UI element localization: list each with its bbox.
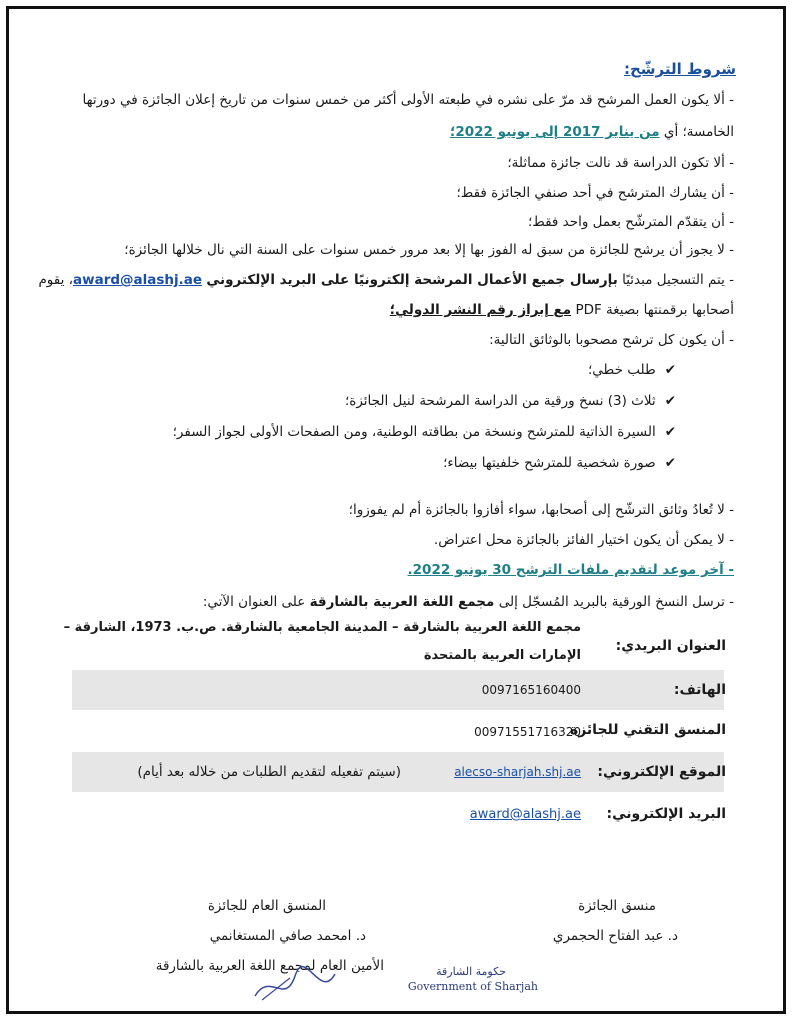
check-icon: ✔: [664, 455, 676, 471]
rule-1-line-1: - ألا يكون العمل المرشح قد مرّ على نشره في طبعته الأولى أكثر من خمس سنوات من تاريخ إعلان الجائزة في دورتها: [82, 92, 734, 108]
rule-6-line2-prefix: أصحابها برقمنتها بصيغة PDF: [575, 302, 734, 318]
address-line-1: مجمع اللغة العربية بالشارقة – المدينة الجامعية بالشارقة. ص.ب. 1973، الشارقة –: [63, 620, 581, 635]
rule-5: - لا يجوز أن يرشح للجائزة من سبق له الفوز بها إلا بعد مرور خمس سنوات على السنة التي نال خلالها الجائزة؛: [124, 242, 734, 258]
seal-english: Government of Sharjah: [407, 980, 538, 993]
rule-6-isbn-note: مع إبراز رقم النشر الدولي؛: [389, 302, 572, 318]
rule-6-line-1: [38, 270, 734, 290]
phone-label: الهاتف:: [673, 682, 726, 698]
deadline: - آخر موعد لتقديم ملفات الترشح 30 يونيو 2022.: [407, 562, 734, 578]
check-icon: ✔: [664, 424, 676, 440]
doc-item-3: [173, 422, 676, 442]
address-line-2: الإمارات العربية بالمتحدة: [423, 648, 581, 663]
rule-1-period: من يناير 2017 إلى يونيو 2022؛: [449, 124, 660, 140]
rule-10-academy: مجمع اللغة العربية بالشارقة: [309, 594, 495, 610]
website-note: (سيتم تفعيله لتقديم الطلبات من خلاله بعد أيام): [137, 764, 401, 780]
doc-item-4: [443, 453, 676, 473]
seal-arabic: حكومة الشارقة: [436, 965, 506, 978]
conditions-title: شروط الترشّح:: [624, 60, 736, 78]
rule-10: [203, 592, 734, 612]
website-label: الموقع الإلكتروني:: [597, 764, 726, 780]
general-coordinator-title: المنسق العام للجائزة: [207, 898, 326, 914]
phone-row-bg: [72, 670, 724, 710]
coordinator-value: 00971551716320: [474, 725, 581, 739]
website-link[interactable]: alecso-sharjah.shj.ae: [454, 765, 581, 779]
check-icon: ✔: [664, 362, 676, 378]
rule-6-suffix: ، يقوم: [38, 272, 74, 288]
rule-10-prefix: - ترسل النسخ الورقية بالبريد المُسجّل إلى: [498, 594, 734, 610]
rule-4: - أن يتقدّم المترشّح بعمل واحد فقط؛: [528, 214, 734, 230]
rule-3: - أن يشارك المترشح في أحد صنفي الجائزة فقط؛: [456, 185, 734, 201]
rule-6-prefix: - يتم التسجيل مبدئيًا: [622, 272, 734, 288]
rule-10-suffix: على العنوان الآتي:: [202, 594, 306, 610]
rule-6-email-link[interactable]: award@alashj.ae: [73, 272, 203, 288]
rule-2: - ألا تكون الدراسة قد نالت جائزة مماثلة؛: [507, 155, 734, 171]
doc-item-label: صورة شخصية للمترشح خلفيتها بيضاء؛: [443, 455, 656, 471]
award-coordinator-name: د. عبد الفتاح الحجمري: [552, 928, 678, 944]
general-coordinator-role: الأمين العام لمجمع اللغة العربية بالشارقة: [155, 958, 384, 974]
rule-9: - لا يمكن أن يكون اختيار الفائز بالجائزة محل اعتراض.: [433, 532, 734, 548]
rule-7: - أن يكون كل ترشح مصحوبا بالوثائق التالية:: [489, 332, 734, 348]
doc-item-label: السيرة الذاتية للمترشح ونسخة من بطاقته الوطنية، ومن الصفحات الأولى لجواز السفر؛: [172, 424, 656, 440]
address-label: العنوان البريدي:: [615, 638, 726, 654]
email-label: البريد الإلكتروني:: [606, 806, 726, 822]
check-icon: ✔: [664, 393, 676, 409]
doc-item-label: طلب خطي؛: [587, 362, 656, 378]
doc-item-1: [588, 360, 676, 380]
email-link[interactable]: award@alashj.ae: [469, 807, 581, 822]
general-coordinator-name: د. امحمد صافي المستغانمي: [209, 928, 366, 944]
rule-6-bold: بإرسال جميع الأعمال المرشحة إلكترونيًا على البريد الإلكتروني: [206, 272, 618, 288]
phone-value: 0097165160400: [481, 683, 581, 697]
rule-1-line-2: [450, 122, 734, 142]
rule-6-line-2: [390, 300, 734, 320]
signature-scribble: [250, 966, 340, 1002]
award-coordinator-title: منسق الجائزة: [578, 898, 656, 914]
doc-item-2: [345, 391, 676, 411]
rule-8: - لا تُعادُ وثائق الترشّح إلى أصحابها، سواء أفازوا بالجائزة أم لم يفوزوا؛: [348, 502, 734, 518]
doc-item-label: ثلاث (3) نسخ ورقية من الدراسة المرشحة لنيل الجائزة؛: [344, 393, 656, 409]
coordinator-label: المنسق التقني للجائزة: [569, 722, 726, 738]
rule-1-prefix: الخامسة؛ أي: [663, 124, 734, 140]
